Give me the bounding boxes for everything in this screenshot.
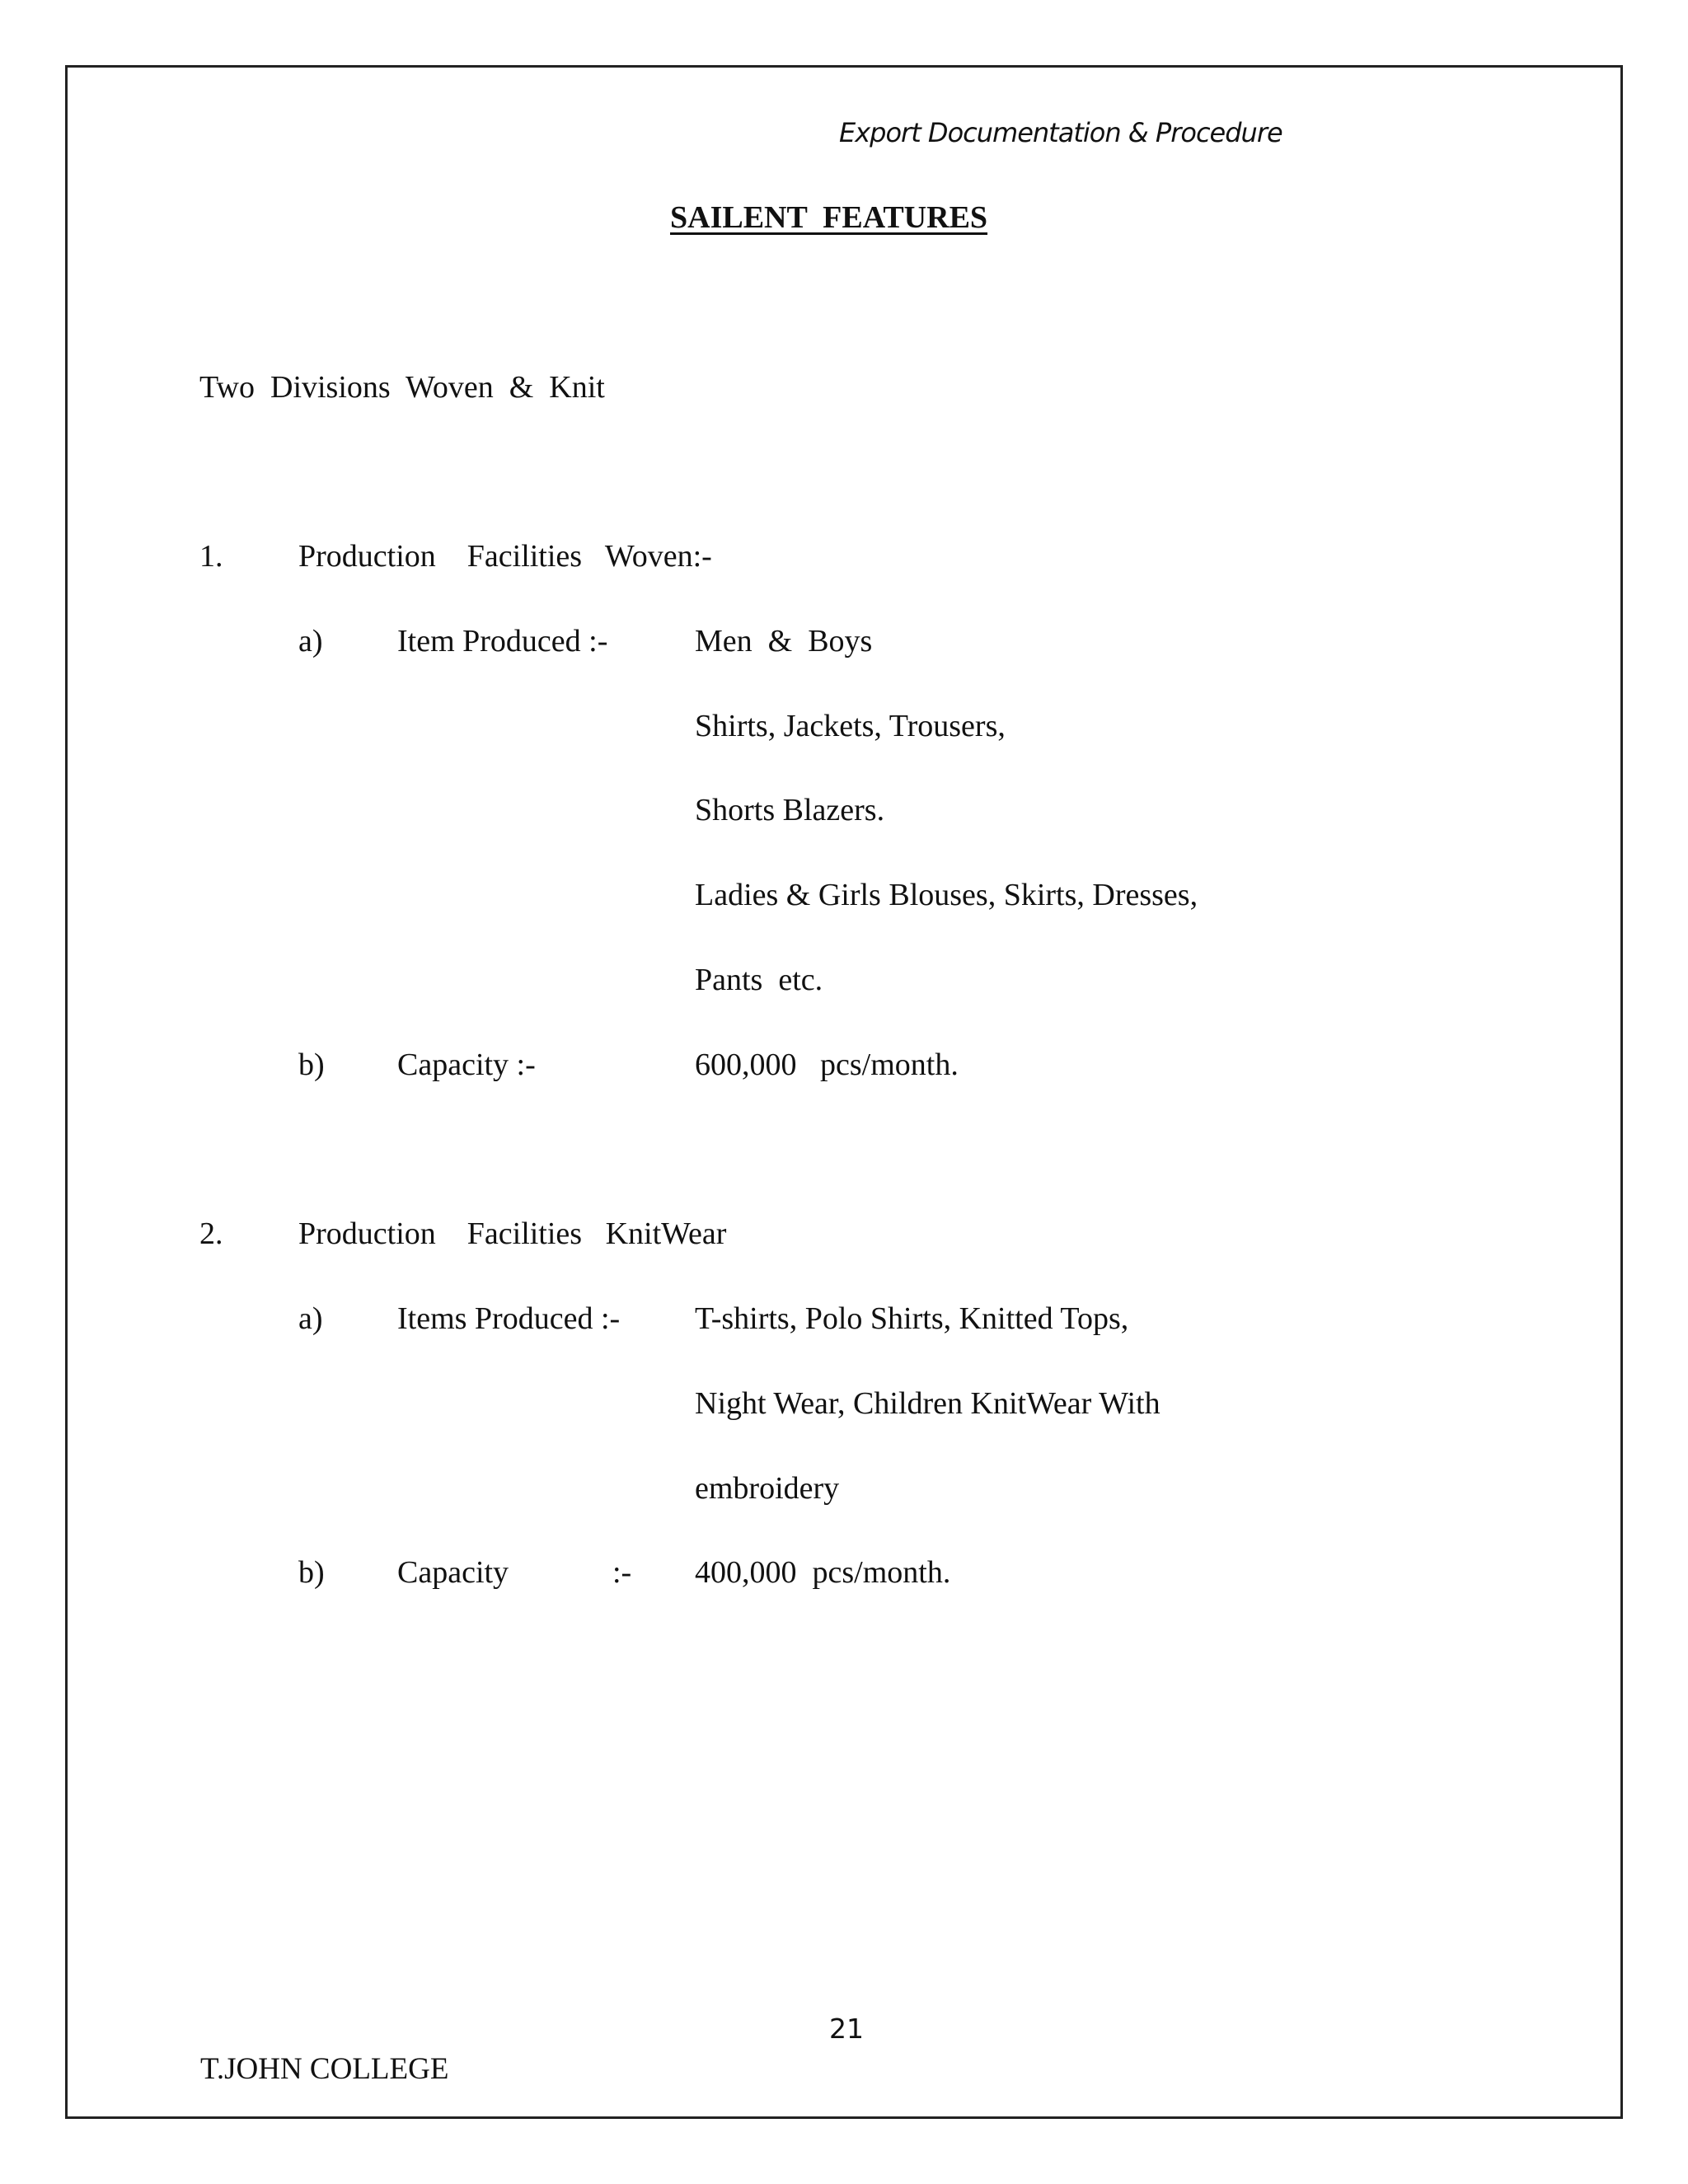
running-header: Export Documentation & Procedure bbox=[839, 117, 1282, 148]
section-2-item-a-label: Items Produced :- bbox=[397, 1301, 621, 1336]
section-1-item-a-line-1: Men & Boys bbox=[695, 624, 873, 658]
section-1-item-a-line-2: Shirts, Jackets, Trousers, bbox=[695, 709, 1006, 743]
section-1-heading: Production Facilities Woven:- bbox=[298, 539, 712, 574]
section-1-item-b-value: 600,000 pcs/month. bbox=[695, 1047, 959, 1082]
section-2-number: 2. bbox=[199, 1216, 223, 1251]
section-1-item-b-letter: b) bbox=[298, 1047, 325, 1082]
section-1-item-a-line-3: Shorts Blazers. bbox=[695, 793, 885, 827]
footer-college-name: T.JOHN COLLEGE bbox=[200, 2052, 449, 2086]
section-1-item-a-label: Item Produced :- bbox=[397, 624, 608, 658]
page-title: SAILENT FEATURES bbox=[670, 200, 988, 235]
section-2-item-a-line-2: Night Wear, Children KnitWear With bbox=[695, 1386, 1160, 1421]
section-2-item-b-letter: b) bbox=[298, 1555, 325, 1590]
section-2-item-b-separator: :- bbox=[612, 1555, 632, 1590]
section-1-item-a-letter: a) bbox=[298, 624, 323, 658]
section-1-item-b-label: Capacity :- bbox=[397, 1047, 536, 1082]
section-2-item-a-line-3: embroidery bbox=[695, 1471, 840, 1506]
section-1-item-a-line-5: Pants etc. bbox=[695, 963, 823, 997]
intro-text: Two Divisions Woven & Knit bbox=[199, 370, 605, 405]
section-2-item-b-label: Capacity bbox=[397, 1555, 509, 1590]
section-1-number: 1. bbox=[199, 539, 223, 574]
section-2-heading: Production Facilities KnitWear bbox=[298, 1216, 727, 1251]
section-2-item-a-line-1: T-shirts, Polo Shirts, Knitted Tops, bbox=[695, 1301, 1129, 1336]
section-2-item-b-value: 400,000 pcs/month. bbox=[695, 1555, 951, 1590]
page-number: 21 bbox=[829, 2013, 864, 2045]
section-1-item-a-line-4: Ladies & Girls Blouses, Skirts, Dresses, bbox=[695, 878, 1198, 912]
section-2-item-a-letter: a) bbox=[298, 1301, 323, 1336]
